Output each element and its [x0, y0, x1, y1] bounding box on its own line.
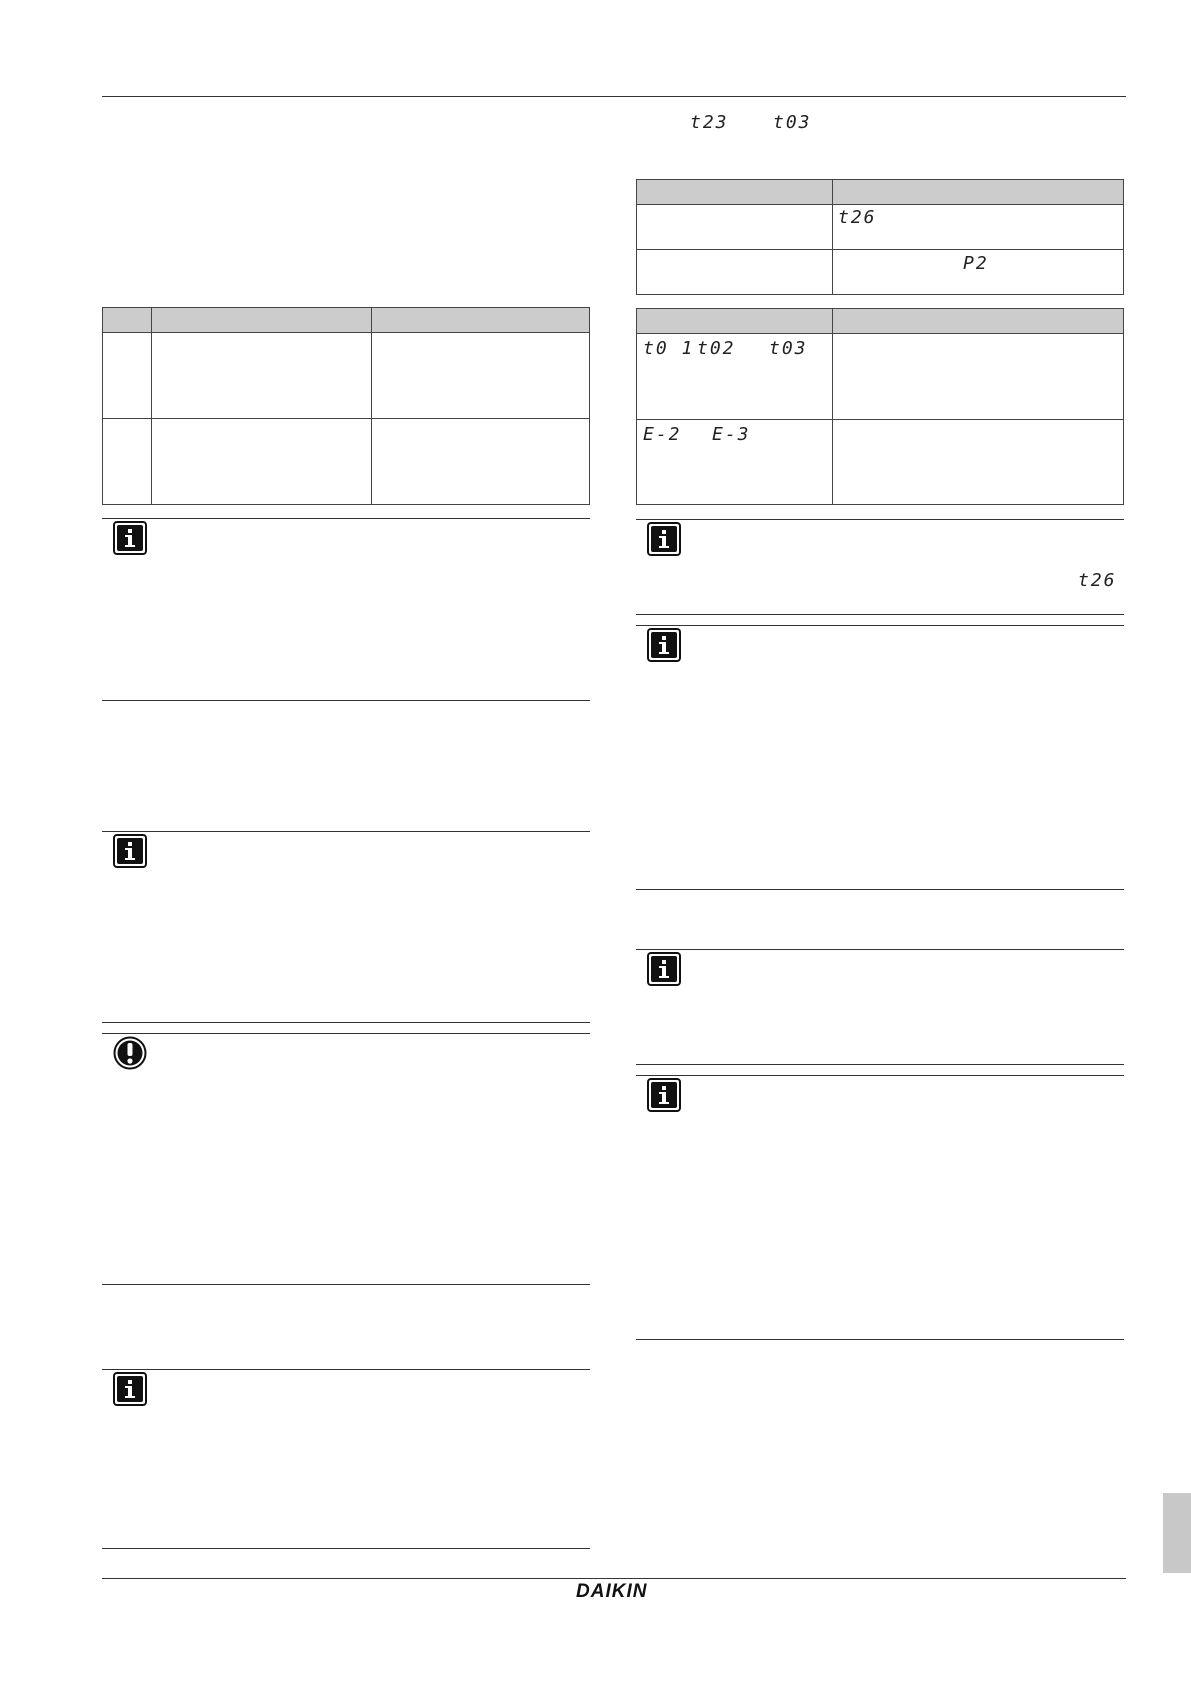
table-row: [103, 333, 590, 419]
table-row: [637, 420, 1124, 505]
note-rule: [636, 625, 1124, 626]
right-table-a: [636, 179, 1124, 295]
segment-code-t26: t26: [838, 207, 877, 228]
info-icon: [647, 1078, 681, 1112]
exclamation-icon: [113, 1036, 147, 1070]
left-table-header-cell: [372, 308, 590, 333]
note-rule: [102, 1369, 590, 1370]
left-table-header-cell: [103, 308, 152, 333]
note-rule: [636, 614, 1124, 615]
segment-code-p2: P2: [963, 253, 989, 274]
right-table-a-header-cell: [833, 180, 1124, 205]
segment-code-t03: t03: [773, 112, 812, 133]
footer-rule: [102, 1578, 1126, 1579]
segment-code-t03: t03: [769, 338, 808, 359]
header-rule: [102, 96, 1126, 97]
right-table-a-header-cell: [637, 180, 833, 205]
info-icon: [113, 521, 147, 555]
note-rule: [102, 1033, 590, 1034]
side-tab-marker: [1163, 1493, 1191, 1573]
note-rule: [636, 519, 1124, 520]
note-rule: [102, 831, 590, 832]
info-icon: [647, 522, 681, 556]
segment-code-t01: t0 1: [643, 338, 695, 359]
note-rule: [102, 1022, 590, 1023]
info-icon: [647, 952, 681, 986]
info-icon: [113, 1372, 147, 1406]
note-rule: [636, 1064, 1124, 1065]
left-table-header-cell: [152, 308, 372, 333]
table-row: [103, 419, 590, 505]
note-rule: [102, 1284, 590, 1285]
note-rule: [636, 949, 1124, 950]
note-rule: [636, 889, 1124, 890]
right-table-b-header-cell: [833, 309, 1124, 334]
note-rule: [102, 518, 590, 519]
note-rule: [636, 1075, 1124, 1076]
left-table: [102, 307, 590, 505]
segment-code-e2: E-2: [643, 424, 682, 445]
note-rule: [102, 700, 590, 701]
segment-code-t23: t23: [690, 112, 729, 133]
table-row: [637, 205, 1124, 250]
note-rule: [636, 1339, 1124, 1340]
daikin-logo: DAIKIN: [576, 1581, 648, 1602]
info-icon: [647, 628, 681, 662]
segment-code-t02: t02: [697, 338, 736, 359]
table-row: [637, 250, 1124, 295]
note-rule: [102, 1548, 590, 1549]
segment-code-e3: E-3: [712, 424, 751, 445]
info-icon: [113, 834, 147, 868]
right-table-b-header-cell: [637, 309, 833, 334]
segment-code-t26-note: t26: [1078, 570, 1117, 591]
